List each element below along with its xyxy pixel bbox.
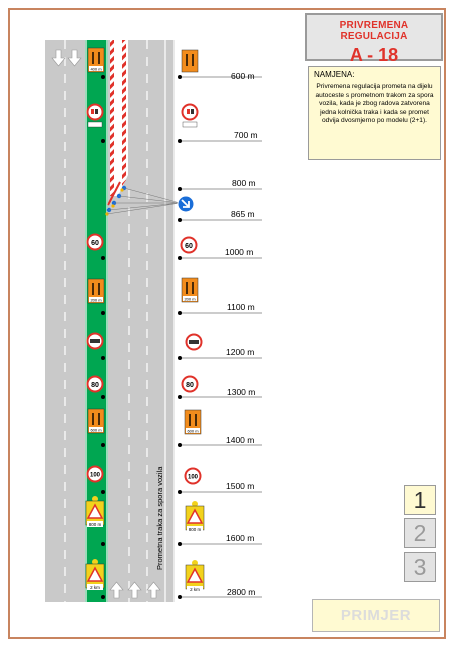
sign-plate-200: 200 m [90,297,102,303]
distance-label: 800 m [232,178,256,188]
page-button-2[interactable]: 2 [404,518,436,548]
distance-label: 1100 m [227,302,255,312]
description-text: Privremena regulacija prometa na dijelu autoceste s prometnom trakom za spora vozila, kada je zbog radova zatvorena jedna kolnička traka i kada se promet odvija dvosmjerno po modelu (2+1). [315,83,434,125]
sign-works-2km-right: 2 km [190,587,200,592]
distance-label: 865 m [231,209,255,219]
distance-label: 1500 m [226,481,255,491]
distance-label: 600 m [231,71,255,81]
primjer-button[interactable]: PRIMJER [312,599,440,632]
distance-label: 1600 m [226,533,255,543]
sign-works-2km: 2 km [90,585,100,590]
title-subtitle: PRIVREMENA REGULACIJA [339,20,409,42]
sign-works-800-right: 800 m [188,527,202,532]
description-heading: NAMJENA: [314,70,355,79]
distance-label: 1200 m [226,347,255,357]
sign-speed-80-right: 80 [186,382,194,389]
sign-plate-200-right: 200 m [184,296,196,302]
sign-speed-80: 80 [91,382,99,389]
page-button-3[interactable]: 3 [404,552,436,582]
distance-label: 1000 m [225,247,254,257]
sign-works-800: 800 m [88,522,102,527]
sign-speed-100: 100 [89,472,101,479]
lane-arrows-bottom [110,582,160,598]
sign-plate-600: 600 m [90,427,102,433]
distance-label: 2800 m [227,587,256,597]
distance-label: 1300 m [227,387,256,397]
sign-plate-600-right: 600 m [187,428,199,434]
sign-speed-60: 60 [91,240,99,247]
distance-label: 1400 m [226,435,255,445]
title-code: A - 18 [349,45,399,65]
distance-label: 700 m [234,130,258,140]
sign-speed-60-right: 60 [185,243,193,250]
sign-plate-400: 400 m [90,66,102,72]
slow-lane-label: Prometna traka za spora vozila [155,466,164,570]
sign-speed-100-right: 100 [187,474,199,481]
shoulder-signs [178,50,204,592]
page-button-1[interactable]: 1 [404,485,436,515]
